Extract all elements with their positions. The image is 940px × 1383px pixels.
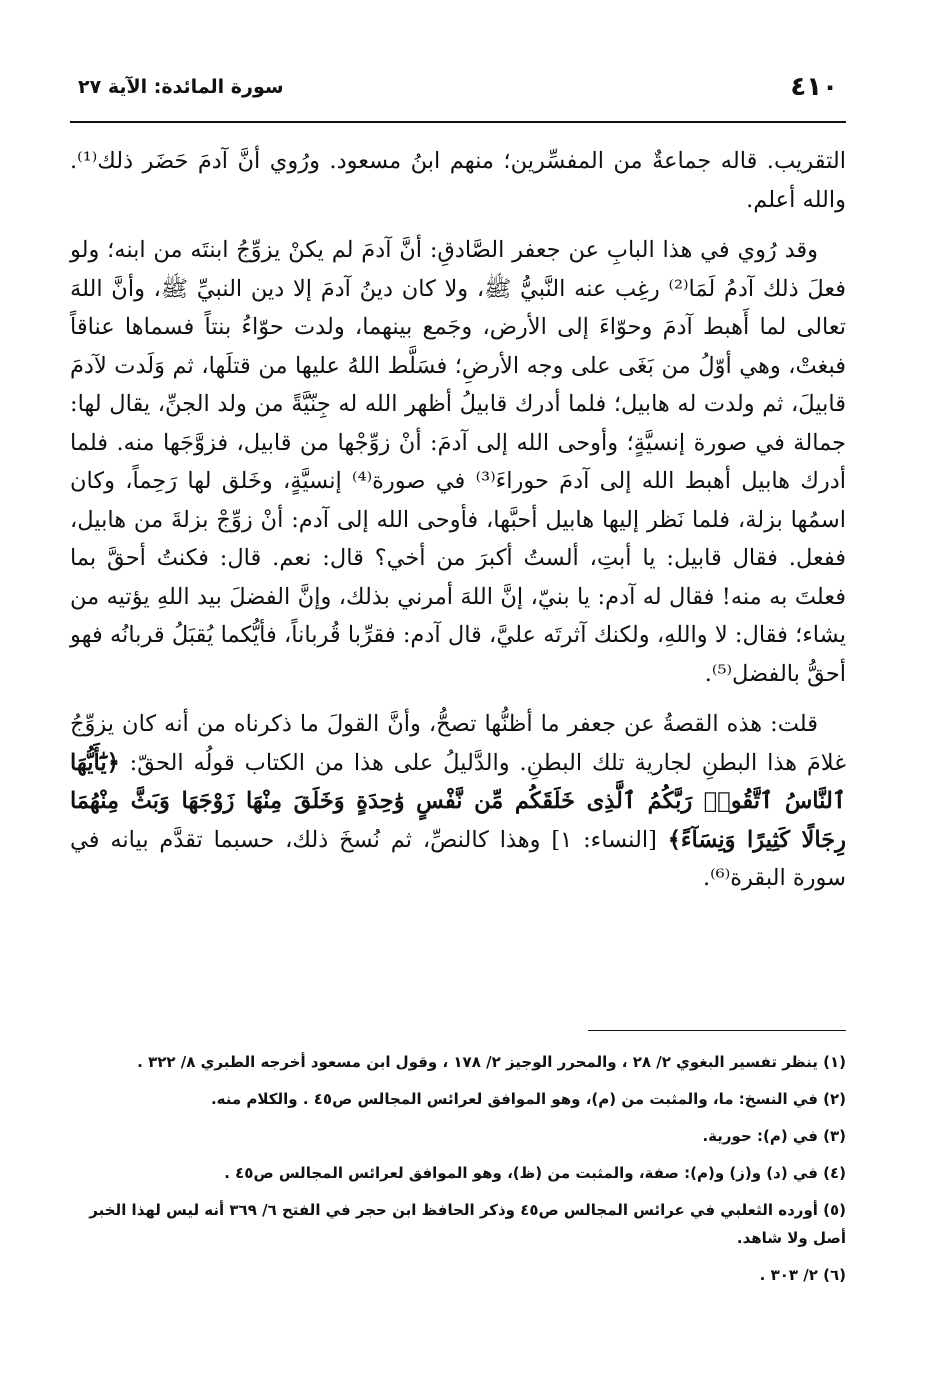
footnote-5: (٥) أورده الثعلبي في عرائس المجالس ص٤٥ وذكر الحافظ ابن حجر في الفتح ٦/ ٣٦٩ أنه ليس لهذا الخبر أصل ولا شاهد. <box>89 1201 846 1247</box>
paragraph-1: التقريب. قاله جماعةٌ من المفسِّرين؛ منهم ابنُ مسعود. ورُوي أنَّ آدمَ حَضَر ذلك⁽¹⁾. والله أعلم. <box>70 148 846 213</box>
paragraph-3-outro: [النساء: ١] وهذا كالنصِّ، ثم نُسخَ ذلك، حسبما تقدَّم بيانه في سورة البقرة⁽⁶⁾. <box>70 826 846 891</box>
surah-title: سورة المائدة: الآية ٢٧ <box>78 76 284 98</box>
page <box>70 60 846 1360</box>
header-divider <box>70 121 846 123</box>
footnote-3: (٣) في (م): حورية. <box>702 1127 846 1145</box>
footnote-6: (٦) ٢/ ٣٠٣ . <box>759 1266 846 1284</box>
footnote-divider <box>588 1030 846 1031</box>
paragraph-3-intro: قلت: هذه القصةُ عن جعفر ما أظنُّها تصحُّ، وأنَّ القولَ ما ذكرناه من أنه كان يزوِّجُ غلامَ هذا البطنِ لجارية تلك البطنِ. والدَّليلُ على هذا من الكتاب قولُه الحقّ: <box>70 711 846 776</box>
footnote-2: (٢) في النسخ: ما، والمثبت من (م)، وهو الموافق لعرائس المجالس ص٤٥ . والكلام منه. <box>210 1090 846 1108</box>
quran-verse: ﴿يَٰٓأَيُّهَا ٱلنَّاسُ ٱتَّقُوا۟ رَبَّكُمُ ٱلَّذِى خَلَقَكُم مِّن نَّفْسٍ وَٰحِدَةٍ وَخَلَقَ مِنْهَا زَوْجَهَا وَبَثَّ مِنْهُمَا رِجَالًا كَثِيرًا وَنِسَآءً﴾ <box>70 749 846 853</box>
paragraph-3 <box>70 705 846 898</box>
footnote-1: (١) ينظر تفسير البغوي ٢/ ٢٨ ، والمحرر الوجيز ٢/ ١٧٨ ، وقول ابن مسعود أخرجه الطبري ٨/ ٣٢٢ . <box>137 1053 846 1071</box>
paragraph-2: وقد رُوي في هذا البابِ عن جعفر الصَّادقِ: أنَّ آدمَ لم يكنْ يزوِّجُ ابنتَه من ابنه؛ ولو فعلَ ذلك آدمُ لَمَا⁽²⁾ رغِب عنه النَّبيُّ ﷺ، ولا كان دينُ آدمَ إلا دين النبيِّ ﷺ، وأنَّ اللهَ تعالى لما أَهبط آدمَ وحوّاءَ إلى الأرض، وجَمع بينهما، ولدت حوّاءُ بنتاً فسماها عناقاً فبغتْ، وهي أوّلُ من بَغَى على وجه الأرضِ؛ فسَلَّط اللهُ عليها من قتلَها، ثم وَلَدت لآدمَ قابيلَ، ثم ولدت له هابيل؛ فلما أدرك قابيلُ أظهر الله له جِنّيَّةً من ولد الجنِّ، يقال لها: جمالة في صورة إنسيَّةٍ؛ وأوحى الله إلى آدمَ: أنْ زوِّجْها من قابيل، فزوَّجَها منه. فلما أدرك هابيل أهبط الله إلى آدمَ حوراءَ⁽³⁾ في صورة⁽⁴⁾ إنسيَّةٍ، وخَلق لها رَحِماً، وكان اسمُها بزلة، فلما نَظر إليها هابيل أحبَّها، فأوحى الله إلى آدم: أنْ زوِّجْ بزلةَ من هابيل، ففعل. فقال قابيل: يا أبتِ، ألستُ أكبرَ من أخي؟ قال: نعم. قال: فكنتُ أحقَّ بما فعلتَ به منه! فقال له آدم: يا بنيّ، إنَّ اللهَ أمرني بذلك، وإنَّ الفضلَ بيد اللهِ يؤتيه من يشاء؛ فقال: لا واللهِ، ولكنك آثرتَه عليَّ، قال آدم: فقرِّبا قُرباناً، فأيُّكما يُقبَلُ قربانُه فهو أحقُّ بالفضل⁽⁵⁾. <box>70 237 847 687</box>
page-number: ٤١٠ <box>790 72 838 102</box>
footnote-4: (٤) في (د) و(ز) و(م): صفة، والمثبت من (ظ)، وهو الموافق لعرائس المجالس ص٤٥ . <box>224 1164 846 1182</box>
main-text <box>70 142 846 910</box>
running-head <box>70 72 846 112</box>
footnotes <box>70 1048 846 1298</box>
